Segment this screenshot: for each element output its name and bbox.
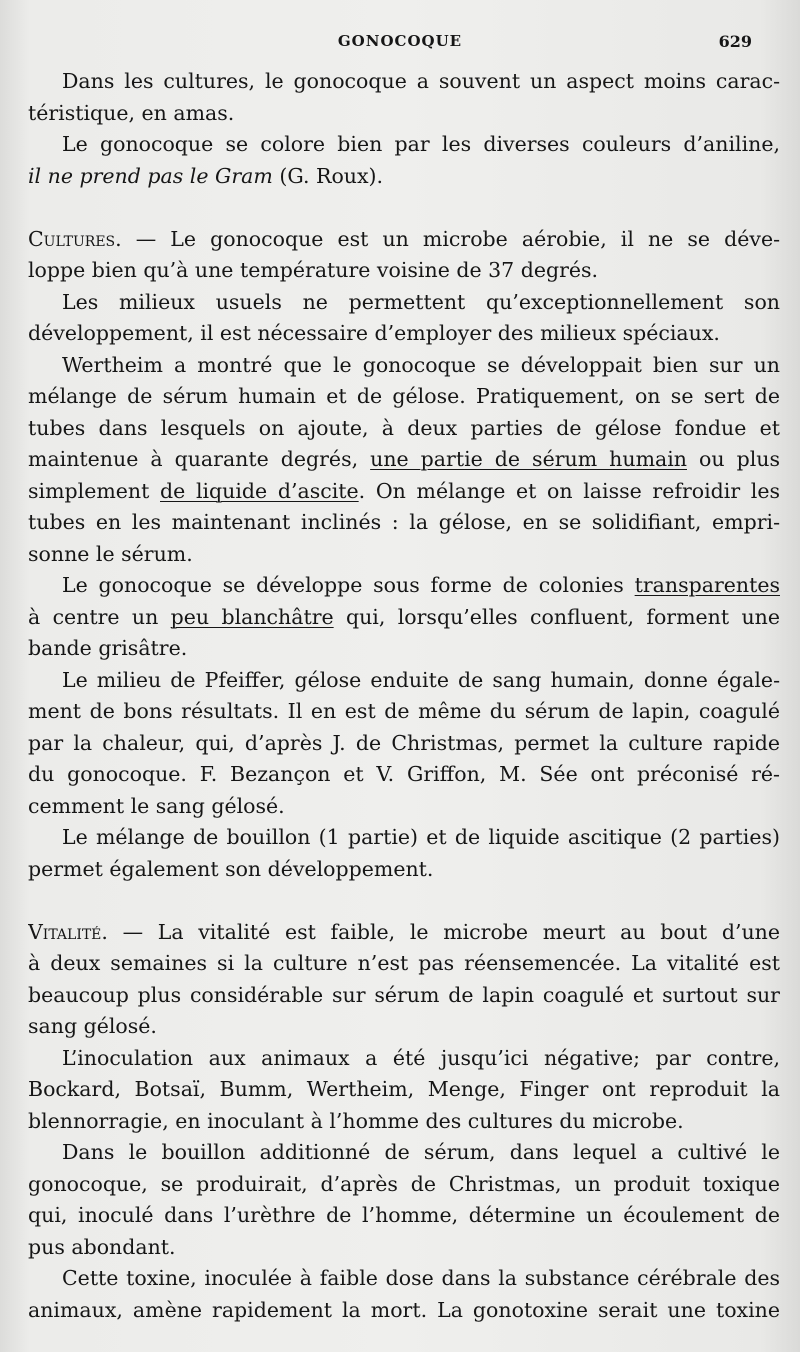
paragraph-4-line-2: développement, il est nécessaire d’employer des milieux spéciaux.: [28, 321, 720, 345]
paragraph-9-line-4: sang gélosé.: [28, 1014, 157, 1038]
paragraph-10-line-3: blennorragie, en inoculant à l’homme des cultures du microbe.: [28, 1108, 684, 1133]
paragraph-5-line-4: [28, 444, 780, 476]
paragraph-5-line-5: [28, 476, 780, 508]
paragraph-10-line-2: Bockard, Botsaï, Bumm, Wertheim, Menge, Finger ont reproduit la: [28, 1077, 780, 1101]
text-run: maintenue à quarante degrés,: [28, 447, 371, 471]
paragraph-6-line-2: [28, 602, 780, 634]
paragraph-11-line-3: qui, inoculé dans l’urèthre de l’homme, détermine un écoulement de: [28, 1203, 780, 1227]
section-heading-vitalite: Vitalité.: [28, 919, 108, 944]
text-run: qui, lorsqu’elles confluent, forment une: [333, 604, 780, 629]
paragraph-7-line-1: Le milieu de Pfeiffer, gélose enduite de sang humain, donne égale-: [62, 667, 780, 692]
section-gap: [28, 192, 780, 224]
paragraph-7-line-2: ment de bons résultats. Il en est de même du sérum de lapin, coagulé: [28, 699, 780, 723]
paragraph-11-line-1: Dans le bouillon additionné de sérum, dans lequel a cultivé le: [62, 1140, 780, 1164]
paragraph-1-line-1: Dans les cultures, le gonocoque a souvent un aspect moins carac-: [62, 69, 780, 93]
paragraph-2-line-2: [28, 161, 780, 193]
text-run: Le gonocoque se développe sous forme de colonies: [62, 573, 635, 597]
section-gap: [28, 885, 780, 917]
underlined-phrase: de liquide d’ascite: [160, 478, 359, 503]
text-run: simplement: [28, 478, 161, 503]
underlined-phrase: peu blanchâtre: [170, 604, 334, 629]
paragraph-7-line-4: du gonocoque. F. Bezançon et V. Griffon, M. Sée ont préconisé ré-: [28, 762, 780, 786]
paragraph-6-line-1: [28, 570, 780, 602]
text-run: (G. Roux).: [272, 163, 384, 188]
paragraph-7-line-3: par la chaleur, qui, d’après J. de Christmas, permet la culture rapide: [28, 730, 780, 755]
paragraph-12-line-1: Cette toxine, inoculée à faible dose dans la substance cérébrale des: [62, 1266, 780, 1290]
paragraph-3-line-2: loppe bien qu’à une température voisine de 37 degrés.: [28, 258, 599, 282]
paragraph-8-line-2: permet également son développement.: [28, 856, 434, 881]
text-run: — Le gonocoque est un microbe aérobie, il ne se déve-: [121, 226, 780, 251]
paragraph-9-line-1: [28, 917, 780, 949]
underlined-phrase: une partie de sérum humain: [370, 447, 687, 471]
text-run: à centre un: [28, 604, 171, 629]
paragraph-3-line-1: [28, 224, 780, 256]
paragraph-10-line-1: L’inoculation aux animaux a été jusqu’ici négative; par contre,: [62, 1045, 780, 1070]
body-text: [28, 66, 780, 1326]
paragraph-1-line-2: téristique, en amas.: [28, 100, 235, 125]
underlined-phrase: transparentes: [634, 573, 780, 597]
paragraph-9-line-3: beaucoup plus considérable sur sérum de lapin coagulé et surtout sur: [28, 982, 780, 1007]
page-number: 629: [718, 32, 752, 51]
text-run: — La vitalité est faible, le microbe meurt au bout d’une: [107, 919, 780, 944]
paragraph-5-line-2: mélange de sérum humain et de gélose. Pratiquement, on se sert de: [28, 384, 780, 408]
paragraph-12-line-2: animaux, amène rapidement la mort. La gonotoxine serait une toxine: [28, 1297, 780, 1322]
paragraph-2-line-1: Le gonocoque se colore bien par les diverses couleurs d’aniline,: [62, 132, 780, 156]
section-heading-cultures: Cultures.: [28, 226, 122, 251]
paragraph-5-line-7: sonne le sérum.: [28, 541, 193, 566]
italic-phrase: il ne prend pas le Gram: [28, 163, 273, 188]
paragraph-4-line-1: Les milieux usuels ne permettent qu’exceptionnellement son: [62, 289, 780, 314]
running-title: GONOCOQUE: [337, 32, 463, 50]
paragraph-5-line-1: Wertheim a montré que le gonocoque se développait bien sur un: [62, 352, 780, 377]
paragraph-11-line-4: pus abondant.: [28, 1234, 176, 1259]
text-run: ou plus: [687, 447, 780, 471]
paragraph-5-line-3: tubes dans lesquels on ajoute, à deux parties de gélose fondue et: [28, 415, 780, 440]
page-header: [0, 30, 800, 58]
paragraph-9-line-2: à deux semaines si la culture n’est pas réensemencée. La vitalité est: [28, 951, 780, 975]
paragraph-7-line-5: cemment le sang gélosé.: [28, 793, 285, 818]
paragraph-5-line-6: tubes en les maintenant inclinés : la gélose, en se solidifiant, empri-: [28, 510, 780, 534]
paragraph-8-line-1: Le mélange de bouillon (1 partie) et de liquide ascitique (2 parties): [62, 825, 780, 849]
paragraph-11-line-2: gonocoque, se produirait, d’après de Christmas, un produit toxique: [28, 1171, 780, 1196]
paragraph-6-line-3: bande grisâtre.: [28, 636, 188, 660]
text-run: . On mélange et on laisse refroidir les: [358, 478, 780, 503]
